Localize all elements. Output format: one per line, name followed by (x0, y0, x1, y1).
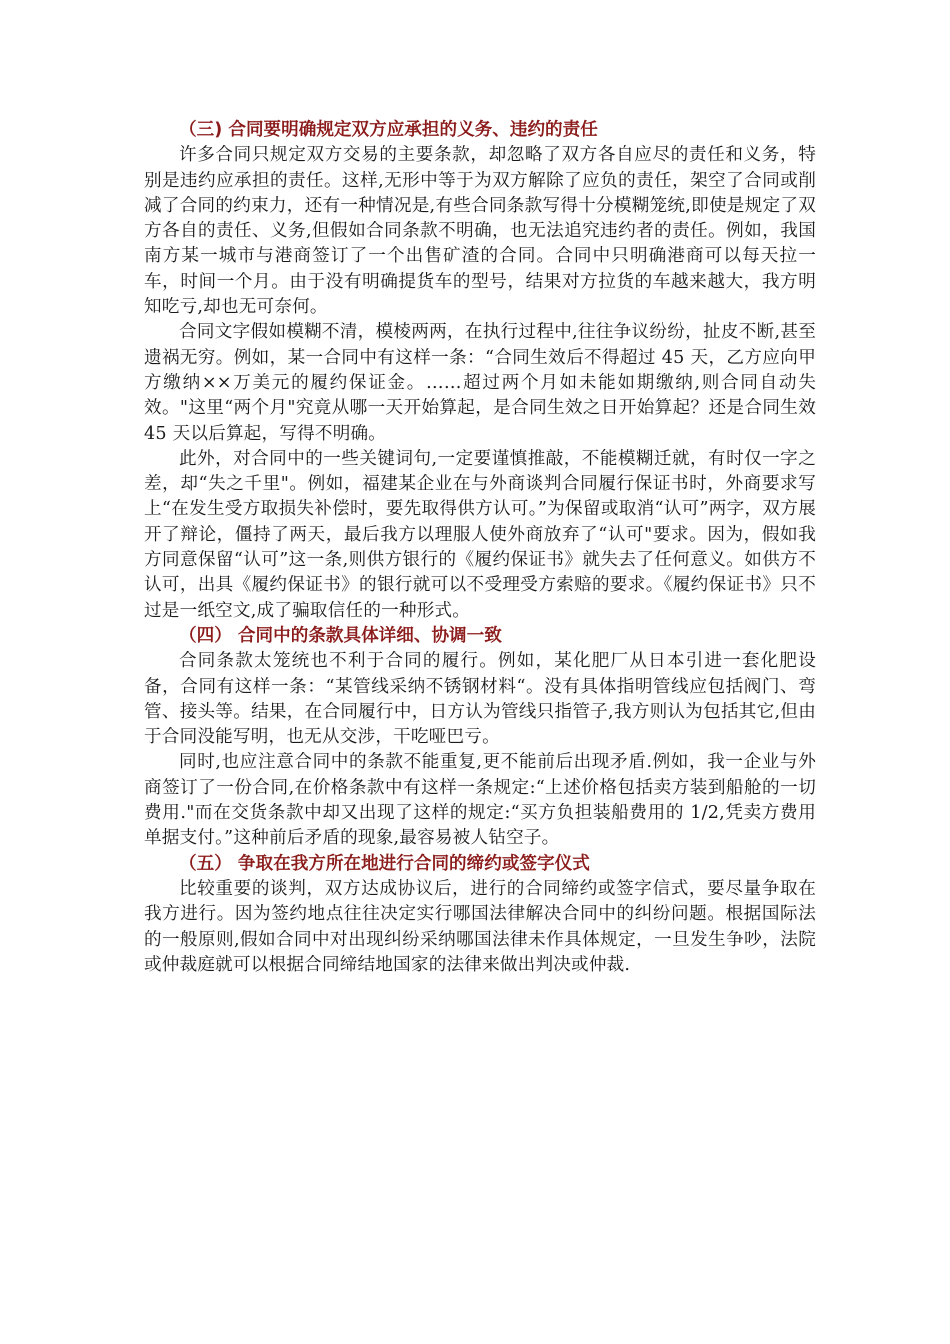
paragraph: 许多合同只规定双方交易的主要条款，却忽略了双方各自应尽的责任和义务，特别是违约应承担的责任。这样,无形中等于为双方解除了应负的责任，架空了合同或削减了合同的约束力，还有一种情况是,有些合同条款写得十分模糊笼统,即使是规定了双方各自的责任、义务,但假如合同条款不明确，也无法追究违约者的责任。例如，我国南方某一城市与港商签订了一个出售矿渣的合同。合同中只明确港商可以每天拉一车，时间一个月。由于没有明确提货车的型号，结果对方拉货的车越来越大，我方明知吃亏,却也无可奈何。 (144, 145, 816, 318)
section-4 (144, 624, 816, 852)
paragraph: 合同条款太笼统也不利于合同的履行。例如，某化肥厂从日本引进一套化肥设备，合同有这样一条：“某管线采纳不锈钢材料“。没有具体指明管线应包括阀门、弯管、接头等。结果，在合同履行中，日方认为管线只指管子,我方则认为包括其它,但由于合同没能写明，也无从交涉，干吃哑巴亏。 (144, 651, 816, 748)
section-heading: （三) 合同要明确规定双方应承担的义务、违约的责任 (179, 120, 598, 140)
paragraph: 此外，对合同中的一些关键词句,一定要谨慎推敲，不能模糊迁就，有时仅一字之差，却“失之千里"。例如，福建某企业在与外商谈判合同履行保证书时，外商要求写上“在发生受方取损失补偿时，要先取得供方认可。”为保留或取消“认可”两字，双方展开了辩论，僵持了两天，最后我方以理服人使外商放弃了“认可"要求。因为，假如我方同意保留“认可”这一条,则供方银行的《履约保证书》就失去了任何意义。如供方不认可，出具《履约保证书》的银行就可以不受理受方索赔的要求。《履约保证书》只不过是一纸空文,成了骗取信任的一种形式。 (144, 448, 816, 621)
document-page (144, 118, 816, 978)
section-heading: （四） 合同中的条款具体详细、协调一致 (179, 625, 502, 646)
paragraph: 合同文字假如模糊不清，模棱两两，在执行过程中,往往争议纷纷，扯皮不断,甚至遗祸无穷。例如，某一合同中有这样一条：“合同生效后不得超过 45 天，乙方应向甲方缴纳××万美元的履约保证金。……超过两个月如未能如期缴纳,则合同自动失效。"这里“两个月"究竟从哪一天开始算起，是合同生效之日开始算起？还是合同生效 45 天以后算起，写得不明确。 (144, 322, 816, 444)
paragraph: 同时,也应注意合同中的条款不能重复,更不能前后出现矛盾.例如，我一企业与外商签订了一份合同,在价格条款中有这样一条规定:“上述价格包括卖方装到船舱的一切费用."而在交货条款中却又出现了这样的规定:“买方负担装船费用的 1/2,凭卖方费用单据支付。”这种前后矛盾的现象,最容易被人钻空子。 (144, 752, 816, 849)
section-5 (144, 852, 816, 978)
paragraph: 比较重要的谈判，双方达成协议后，进行的合同缔约或签字信式，要尽量争取在我方进行。因为签约地点往往决定实行哪国法律解决合同中的纠纷问题。根据国际法的一般原则,假如合同中对出现纠纷采纳哪国法律未作具体规定，一旦发生争吵，法院或仲裁庭就可以根据合同缔结地国家的法律来做出判决或仲裁. (144, 878, 816, 975)
section-3 (144, 118, 816, 624)
section-heading: （五） 争取在我方所在地进行合同的缔约或签字仪式 (179, 853, 590, 874)
